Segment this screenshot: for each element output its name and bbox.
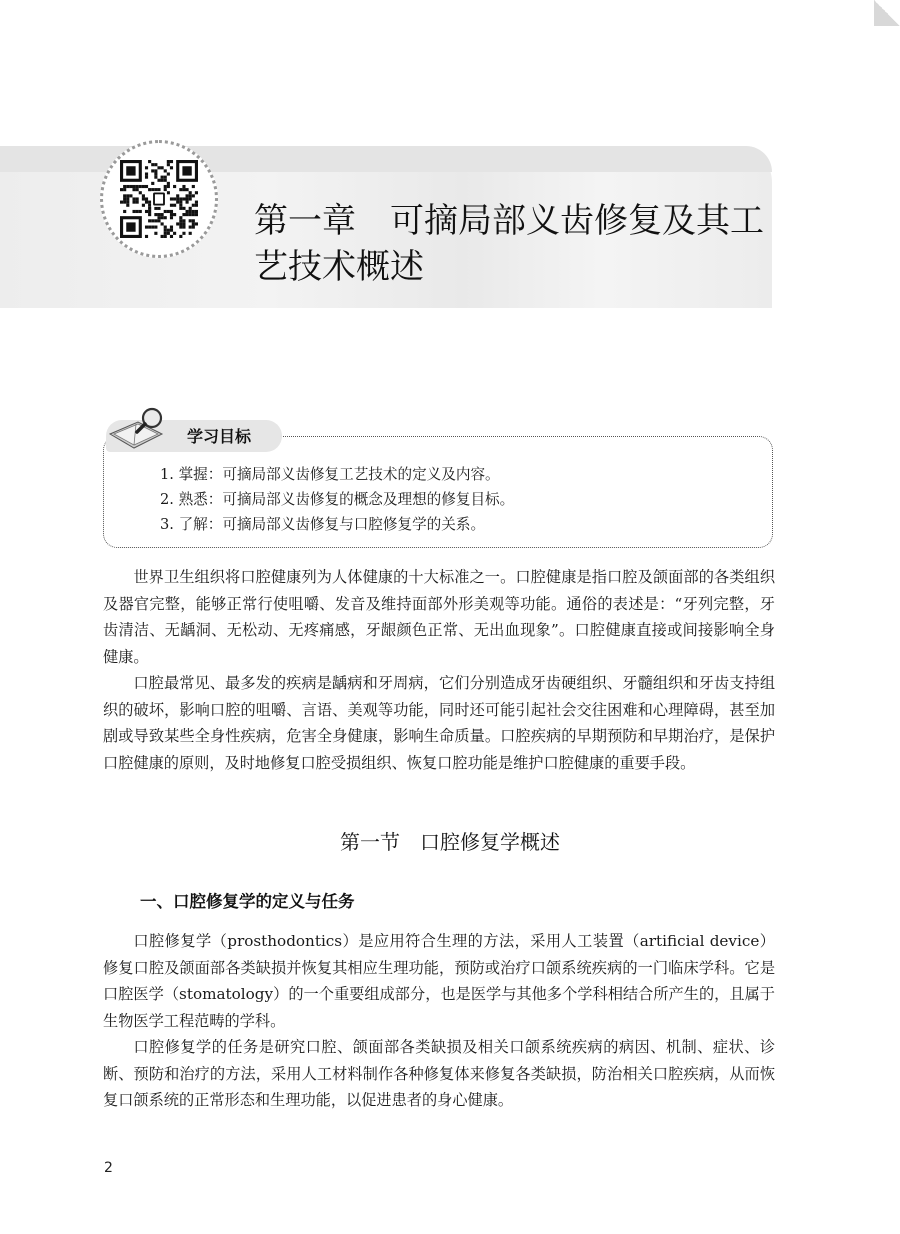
objective-item: 1. 掌握：可摘局部义齿修复工艺技术的定义及内容。 [160,466,500,483]
intro-paragraph: 口腔最常见、最多发的疾病是龋病和牙周病，它们分别造成牙齿硬组织、牙髓组织和牙齿支持组织的破坏，影响口腔的咀嚼、言语、美观等功能，同时还可能引起社会交往困难和心理障碍，甚至加剧或导致某些全身性疾病，危害全身健康，影响生命质量。口腔疾病的早期预防和早期治疗，是保护口腔健康的原则，及时地修复口腔受损组织、恢复口腔功能是维护口腔健康的重要手段。 [103,674,775,772]
magnifier-book-icon [108,404,184,450]
qr-code-icon [120,160,198,238]
page-corner-fold [874,0,900,26]
subsection-title: 一、口腔修复学的定义与任务 [140,892,355,911]
section-paragraph: 口腔修复学的任务是研究口腔、颌面部各类缺损及相关口颌系统疾病的病因、机制、症状、诊断、预防和治疗的方法，采用人工材料制作各种修复体来修复各类缺损，防治相关口腔疾病，从而恢复口颌系统的正常形态和生理功能，以促进患者的身心健康。 [103,1038,775,1109]
intro-paragraph: 世界卫生组织将口腔健康列为人体健康的十大标准之一。口腔健康是指口腔及颌面部的各类组织及器官完整，能够正常行使咀嚼、发音及维持面部外形美观等功能。通俗的表述是：“牙列完整，牙齿清洁、无龋洞、无松动、无疼痛感，牙龈颜色正常、无出血现象”。口腔健康直接或间接影响全身健康。 [103,568,775,666]
objective-item: 2. 熟悉：可摘局部义齿修复的概念及理想的修复目标。 [160,491,515,508]
section-paragraph: 口腔修复学（prosthodontics）是应用符合生理的方法，采用人工装置（artificial device）修复口腔及颌面部各类缺损并恢复其相应生理功能，预防或治疗口颌系统疾病的一门临床学科。它是口腔医学（stomatology）的一个重要组成部分，也是医学与其他多个学科相结合所产生的，且属于生物医学工程范畴的学科。 [103,932,775,1030]
chapter-title: 第一章 可摘局部义齿修复及其工艺技术概述 [254,201,764,287]
objective-item: 3. 了解：可摘局部义齿修复与口腔修复学的关系。 [160,516,486,533]
section-title: 第一节 口腔修复学概述 [340,830,560,854]
qr-code[interactable] [100,140,218,258]
learning-objectives-heading: 学习目标 [187,427,252,446]
page-number: 2 [104,1160,113,1176]
learning-objectives-list [160,462,514,537]
